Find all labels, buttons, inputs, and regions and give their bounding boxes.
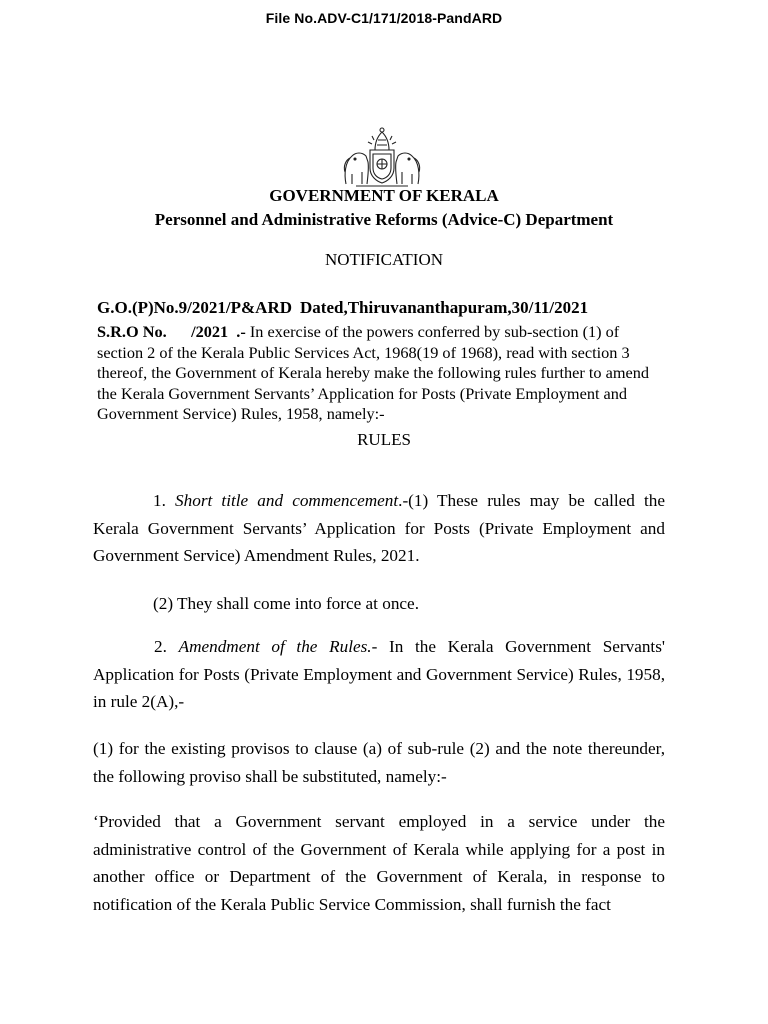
rule-1-number: 1. — [153, 491, 176, 510]
sro-preamble — [97, 322, 662, 425]
order-date: Dated,Thiruvananthapuram,30/11/2021 — [300, 298, 589, 317]
department-title: Personnel and Administrative Reforms (Advice-C) Department — [154, 210, 614, 229]
rule-2-text: - In the Kerala Government Servants' Application for Posts (Private Employment and Government Service) Rules, 1958, in rule 2(A),- — [93, 637, 665, 711]
proviso-paragraph: ‘Provided that a Government servant employed in a service under the administrative control of the Government of Kerala while applying for a post in another office or Department of the Government of Kerala, in response to notification of the Kerala Public Service Commission, shall furnish the fact — [93, 812, 665, 914]
government-title: GOVERNMENT OF KERALA — [269, 186, 499, 205]
notification-heading: NOTIFICATION — [324, 250, 444, 269]
rule-1-paragraph — [93, 487, 665, 570]
order-number-line — [97, 298, 657, 318]
rule-2-title: Amendment of the Rules. — [178, 637, 372, 656]
sro-label: S.R.O No. /2021 .- — [97, 322, 246, 341]
file-number: File No.ADV-C1/171/2018-PandARD — [265, 10, 503, 26]
rule-2-number: 2. — [154, 637, 179, 656]
rules-heading: RULES — [357, 430, 411, 449]
preamble-text: In exercise of the powers conferred by sub-section (1) of section 2 of the Kerala Public Services Act, 1968(19 of 1968), read with section 3 thereof, the Government of Kerala hereby make the following rules further to amend the Kerala Government Servants’ Application for Posts (Private Employment and Government Service) Rules, 1958, namely:- — [97, 322, 649, 423]
kerala-state-emblem-icon — [342, 126, 422, 188]
go-number: G.O.(P)No.9/2021/P&ARD — [97, 298, 293, 317]
rule-1-text: .-(1) These rules may be called the Kerala Government Servants’ Application for Posts (Private Employment and Government Service) Amendment Rules, 2021. — [93, 491, 665, 565]
rule-1-title: Short title and commencement — [175, 491, 399, 510]
rule-2-clause-1: (1) for the existing provisos to clause (a) of sub-rule (2) and the note thereunder, the following proviso shall be substituted, namely:- — [93, 739, 665, 786]
rule-1-subrule-2: (2) They shall come into force at once. — [153, 594, 419, 613]
rule-2-paragraph — [93, 633, 665, 716]
